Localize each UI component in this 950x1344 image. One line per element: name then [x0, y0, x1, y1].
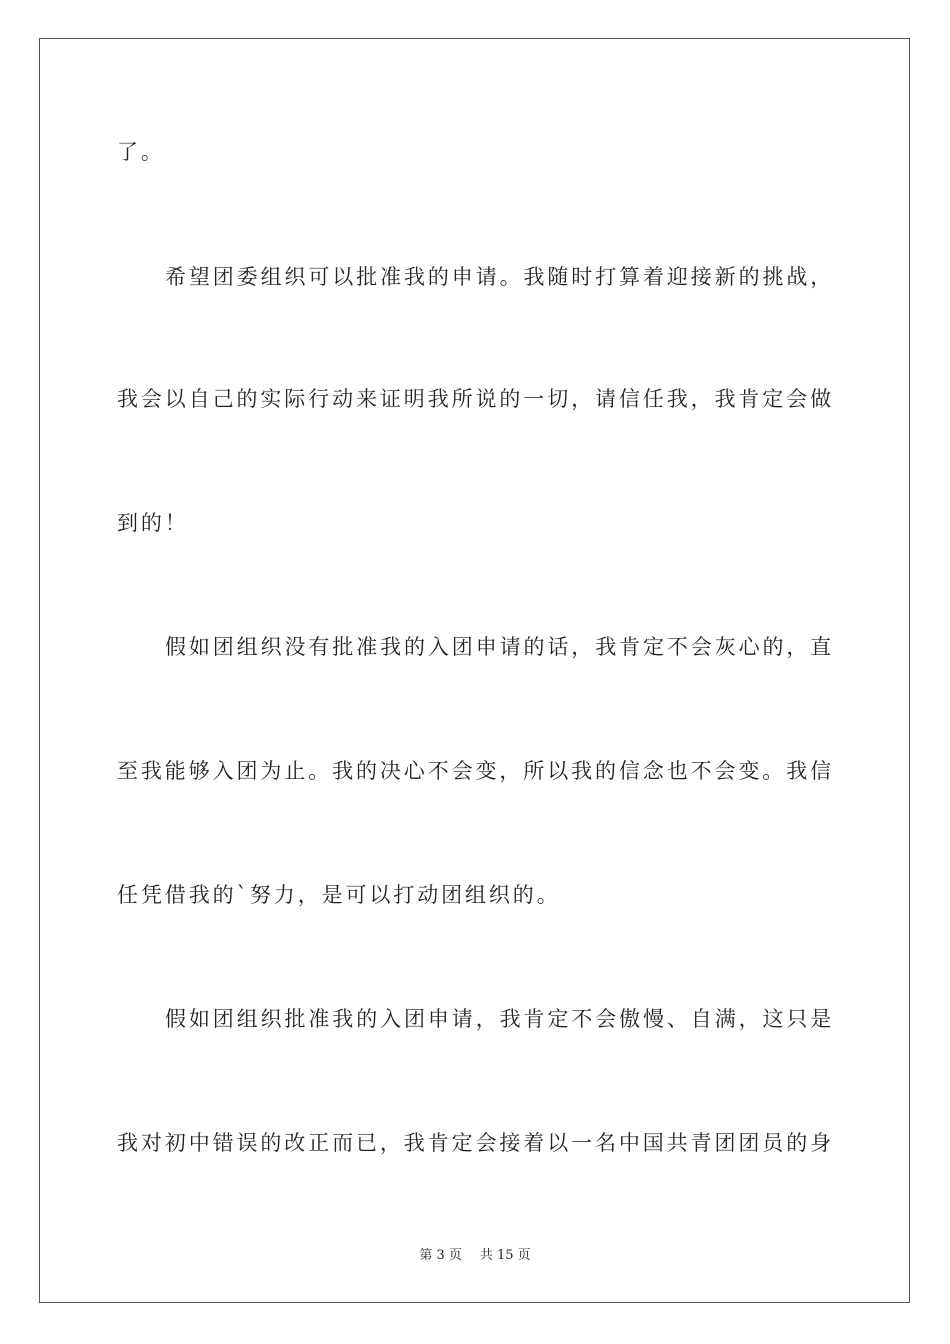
text-line: 到的！: [117, 511, 189, 535]
page-total: 共 15 页: [479, 1248, 531, 1263]
text-line: 我会以自己的实际行动来证明我所说的一切，请信任我，我肯定会做: [117, 387, 834, 411]
text-line: 至我能够入团为止。我的决心不会变，所以我的信念也不会变。我信: [117, 759, 834, 783]
text-line: 任凭借我的`努力，是可以打动团组织的。: [117, 883, 561, 907]
page-footer: [0, 1247, 950, 1265]
page-number: 第 3 页: [419, 1248, 462, 1263]
paragraph-start: 假如团组织没有批准我的入团申请的话，我肯定不会灰心的，直: [165, 635, 835, 659]
paragraph-start: 希望团委组织可以批准我的申请。我随时打算着迎接新的挑战，: [165, 265, 835, 289]
text-line: 了。: [117, 140, 165, 164]
text-line: 我对初中错误的改正而已，我肯定会接着以一名中国共青团团员的身: [117, 1131, 834, 1155]
paragraph-start: 假如团组织批准我的入团申请，我肯定不会傲慢、自满，这只是: [165, 1007, 835, 1031]
page-border: [39, 38, 910, 1303]
